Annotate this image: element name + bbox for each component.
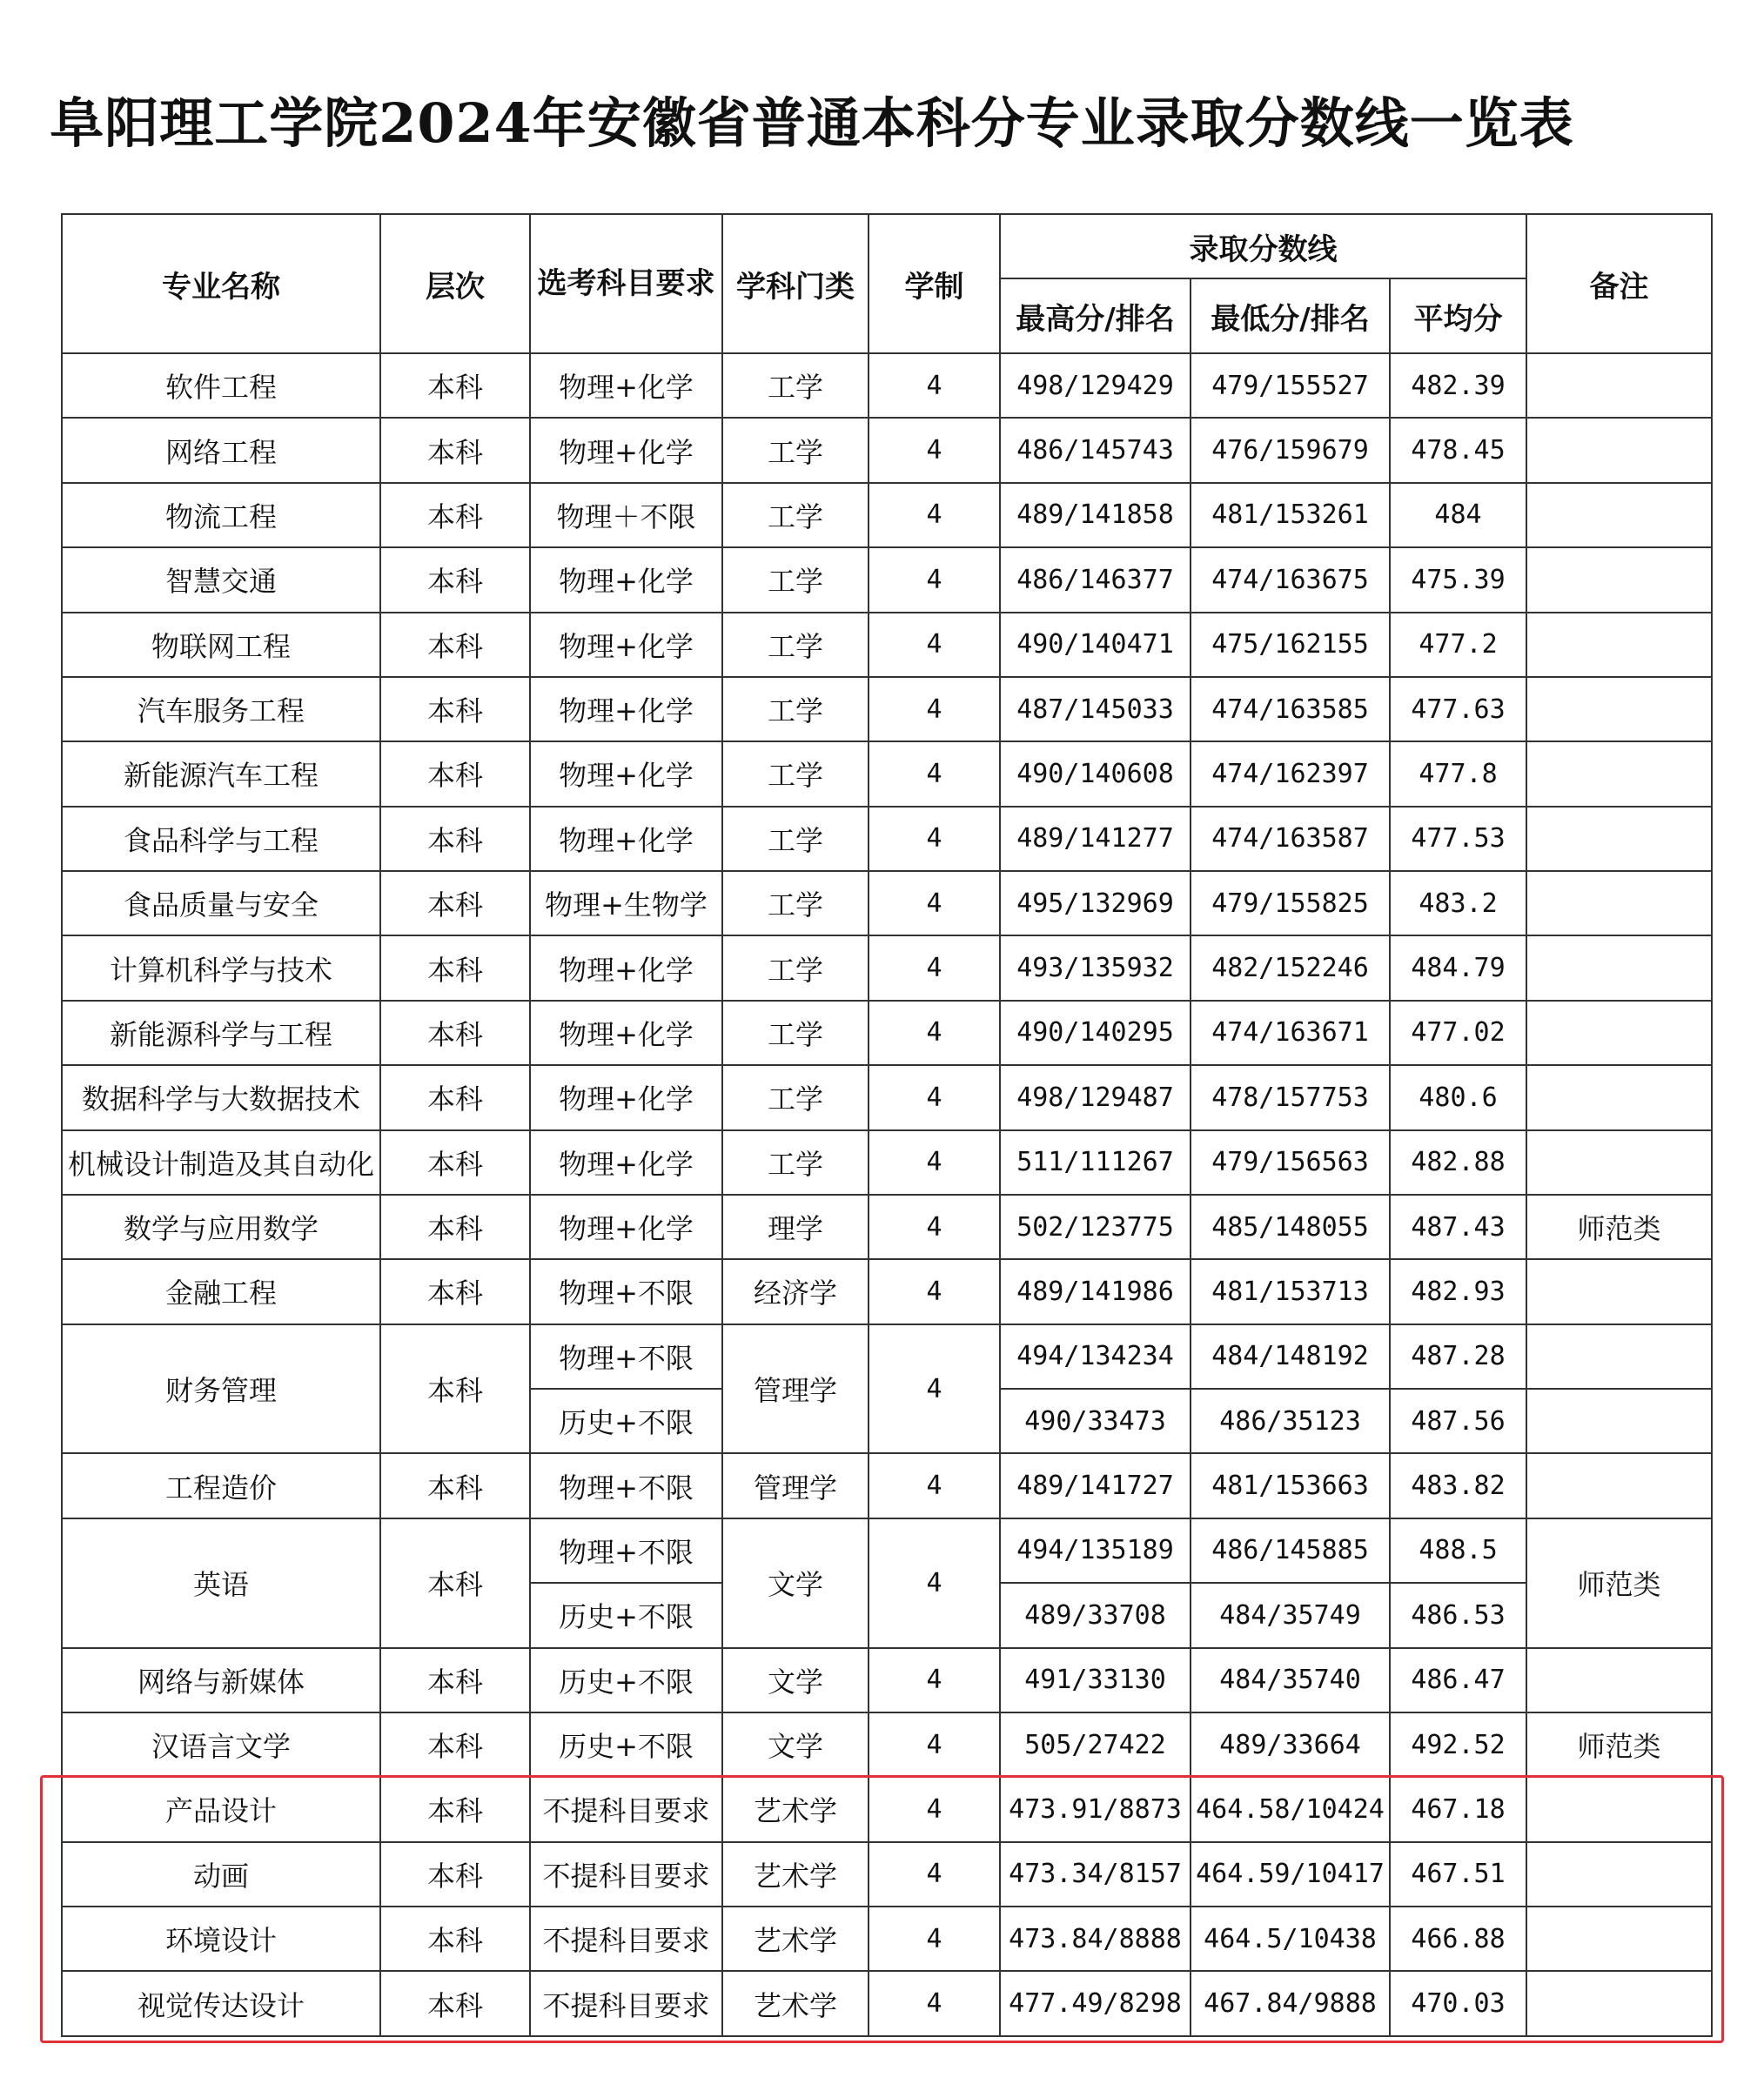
cell-major: 数据科学与大数据技术 <box>62 1065 380 1129</box>
cell-avg: 478.45 <box>1390 418 1526 482</box>
cell-min: 479/155825 <box>1191 871 1390 935</box>
cell-avg: 488.5 <box>1390 1518 1526 1583</box>
cell-min: 476/159679 <box>1191 418 1390 482</box>
table-row <box>62 483 1712 547</box>
cell-max: 498/129429 <box>1000 353 1191 418</box>
cell-subjects: 历史+不限 <box>530 1648 722 1712</box>
cell-max: 489/141986 <box>1000 1259 1191 1324</box>
cell-min: 474/163675 <box>1191 547 1390 612</box>
cell-min: 486/35123 <box>1191 1389 1390 1453</box>
cell-max: 490/140471 <box>1000 613 1191 677</box>
cell-note <box>1526 1453 1712 1518</box>
cell-level: 本科 <box>380 547 530 612</box>
cell-min: 474/163585 <box>1191 677 1390 741</box>
cell-avg: 477.2 <box>1390 613 1526 677</box>
table-row <box>62 1518 1712 1583</box>
cell-duration: 4 <box>869 1065 1000 1129</box>
cell-category: 工学 <box>722 1065 869 1129</box>
table-row <box>62 1130 1712 1195</box>
cell-duration: 4 <box>869 1907 1000 1971</box>
cell-avg: 477.8 <box>1390 741 1526 806</box>
cell-max: 489/33708 <box>1000 1583 1191 1647</box>
cell-max: 495/132969 <box>1000 871 1191 935</box>
cell-major: 物流工程 <box>62 483 380 547</box>
cell-min: 467.84/9888 <box>1191 1971 1390 2036</box>
cell-avg: 480.6 <box>1390 1065 1526 1129</box>
cell-category: 工学 <box>722 1130 869 1195</box>
cell-max: 490/140608 <box>1000 741 1191 806</box>
cell-major: 英语 <box>62 1518 380 1648</box>
cell-category: 工学 <box>722 483 869 547</box>
cell-category: 工学 <box>722 807 869 871</box>
cell-note <box>1526 871 1712 935</box>
cell-subjects: 不提科目要求 <box>530 1907 722 1971</box>
cell-note <box>1526 1777 1712 1841</box>
cell-subjects: 不提科目要求 <box>530 1842 722 1907</box>
cell-subjects: 物理+化学 <box>530 935 722 1000</box>
cell-subjects: 物理+化学 <box>530 677 722 741</box>
cell-duration: 4 <box>869 677 1000 741</box>
cell-level: 本科 <box>380 1259 530 1324</box>
cell-category: 文学 <box>722 1518 869 1648</box>
page-title: 阜阳理工学院2024年安徽省普通本科分专业录取分数线一览表 <box>50 91 1574 155</box>
cell-avg: 467.18 <box>1390 1777 1526 1841</box>
cell-subjects: 物理+化学 <box>530 1195 722 1259</box>
cell-subjects: 不提科目要求 <box>530 1777 722 1841</box>
header-category: 学科门类 <box>722 214 869 353</box>
cell-min: 474/163587 <box>1191 807 1390 871</box>
cell-avg: 482.39 <box>1390 353 1526 418</box>
cell-min: 464.5/10438 <box>1191 1907 1390 1971</box>
cell-avg: 477.53 <box>1390 807 1526 871</box>
cell-duration: 4 <box>869 1648 1000 1712</box>
header-row-1 <box>62 214 1712 278</box>
cell-duration: 4 <box>869 613 1000 677</box>
cell-level: 本科 <box>380 807 530 871</box>
cell-category: 艺术学 <box>722 1971 869 2036</box>
cell-duration: 4 <box>869 871 1000 935</box>
cell-subjects: 物理+化学 <box>530 418 722 482</box>
cell-subjects: 物理+化学 <box>530 1130 722 1195</box>
cell-max: 491/33130 <box>1000 1648 1191 1712</box>
cell-major: 汉语言文学 <box>62 1712 380 1777</box>
cell-major: 产品设计 <box>62 1777 380 1841</box>
cell-duration: 4 <box>869 1453 1000 1518</box>
cell-note <box>1526 1389 1712 1453</box>
cell-subjects: 物理+化学 <box>530 741 722 806</box>
cell-level: 本科 <box>380 353 530 418</box>
cell-major: 机械设计制造及其自动化 <box>62 1130 380 1195</box>
table-row <box>62 677 1712 741</box>
table-row <box>62 547 1712 612</box>
cell-note <box>1526 418 1712 482</box>
table-row <box>62 1907 1712 1971</box>
admission-score-table <box>61 213 1713 2037</box>
cell-min: 481/153261 <box>1191 483 1390 547</box>
cell-avg: 483.2 <box>1390 871 1526 935</box>
cell-max: 494/135189 <box>1000 1518 1191 1583</box>
cell-max: 473.91/8873 <box>1000 1777 1191 1841</box>
cell-avg: 487.43 <box>1390 1195 1526 1259</box>
cell-min: 486/145885 <box>1191 1518 1390 1583</box>
cell-category: 工学 <box>722 353 869 418</box>
cell-note <box>1526 1842 1712 1907</box>
cell-note <box>1526 1259 1712 1324</box>
cell-duration: 4 <box>869 1001 1000 1065</box>
cell-level: 本科 <box>380 935 530 1000</box>
cell-avg: 492.52 <box>1390 1712 1526 1777</box>
cell-max: 477.49/8298 <box>1000 1971 1191 2036</box>
cell-note <box>1526 1907 1712 1971</box>
cell-avg: 484 <box>1390 483 1526 547</box>
header-note: 备注 <box>1526 214 1712 353</box>
cell-level: 本科 <box>380 1518 530 1648</box>
cell-duration: 4 <box>869 1842 1000 1907</box>
cell-level: 本科 <box>380 418 530 482</box>
cell-note <box>1526 613 1712 677</box>
cell-duration: 4 <box>869 1195 1000 1259</box>
cell-duration: 4 <box>869 1130 1000 1195</box>
cell-subjects: 物理＋不限 <box>530 483 722 547</box>
cell-avg: 484.79 <box>1390 935 1526 1000</box>
cell-note <box>1526 483 1712 547</box>
cell-min: 464.59/10417 <box>1191 1842 1390 1907</box>
cell-note <box>1526 807 1712 871</box>
cell-major: 工程造价 <box>62 1453 380 1518</box>
cell-min: 474/163671 <box>1191 1001 1390 1065</box>
table-body <box>62 353 1712 2036</box>
cell-duration: 4 <box>869 1712 1000 1777</box>
cell-max: 493/135932 <box>1000 935 1191 1000</box>
cell-major: 网络与新媒体 <box>62 1648 380 1712</box>
cell-note <box>1526 1130 1712 1195</box>
cell-level: 本科 <box>380 741 530 806</box>
cell-level: 本科 <box>380 1648 530 1712</box>
table-row <box>62 353 1712 418</box>
cell-avg: 483.82 <box>1390 1453 1526 1518</box>
cell-subjects: 物理+不限 <box>530 1259 722 1324</box>
cell-duration: 4 <box>869 418 1000 482</box>
cell-note <box>1526 1648 1712 1712</box>
cell-level: 本科 <box>380 1130 530 1195</box>
cell-max: 490/33473 <box>1000 1389 1191 1453</box>
cell-category: 文学 <box>722 1712 869 1777</box>
cell-category: 工学 <box>722 741 869 806</box>
cell-duration: 4 <box>869 1324 1000 1454</box>
table-row <box>62 935 1712 1000</box>
cell-major: 新能源汽车工程 <box>62 741 380 806</box>
cell-max: 489/141858 <box>1000 483 1191 547</box>
cell-category: 管理学 <box>722 1324 869 1454</box>
cell-subjects: 历史+不限 <box>530 1389 722 1453</box>
cell-subjects: 不提科目要求 <box>530 1971 722 2036</box>
cell-major: 金融工程 <box>62 1259 380 1324</box>
cell-category: 工学 <box>722 418 869 482</box>
cell-note <box>1526 1324 1712 1389</box>
cell-max: 473.84/8888 <box>1000 1907 1191 1971</box>
cell-avg: 482.93 <box>1390 1259 1526 1324</box>
cell-max: 511/111267 <box>1000 1130 1191 1195</box>
header-avg: 平均分 <box>1390 278 1526 353</box>
cell-level: 本科 <box>380 1842 530 1907</box>
cell-duration: 4 <box>869 741 1000 806</box>
cell-duration: 4 <box>869 1971 1000 2036</box>
cell-major: 食品质量与安全 <box>62 871 380 935</box>
cell-max: 490/140295 <box>1000 1001 1191 1065</box>
cell-min: 481/153663 <box>1191 1453 1390 1518</box>
cell-note <box>1526 1971 1712 2036</box>
cell-avg: 486.53 <box>1390 1583 1526 1647</box>
cell-note: 师范类 <box>1526 1518 1712 1648</box>
cell-min: 479/156563 <box>1191 1130 1390 1195</box>
cell-level: 本科 <box>380 1453 530 1518</box>
cell-category: 艺术学 <box>722 1777 869 1841</box>
cell-major: 食品科学与工程 <box>62 807 380 871</box>
cell-subjects: 物理+化学 <box>530 353 722 418</box>
header-min: 最低分/排名 <box>1191 278 1390 353</box>
cell-subjects: 物理+不限 <box>530 1453 722 1518</box>
table-row <box>62 1777 1712 1841</box>
table-row <box>62 807 1712 871</box>
table-row <box>62 613 1712 677</box>
cell-note: 师范类 <box>1526 1195 1712 1259</box>
cell-max: 505/27422 <box>1000 1712 1191 1777</box>
cell-subjects: 物理+生物学 <box>530 871 722 935</box>
cell-avg: 487.56 <box>1390 1389 1526 1453</box>
cell-level: 本科 <box>380 483 530 547</box>
cell-min: 484/148192 <box>1191 1324 1390 1389</box>
cell-avg: 477.63 <box>1390 677 1526 741</box>
cell-min: 481/153713 <box>1191 1259 1390 1324</box>
table-row <box>62 1453 1712 1518</box>
cell-duration: 4 <box>869 353 1000 418</box>
cell-avg: 477.02 <box>1390 1001 1526 1065</box>
header-max: 最高分/排名 <box>1000 278 1191 353</box>
cell-avg: 470.03 <box>1390 1971 1526 2036</box>
table-row <box>62 1195 1712 1259</box>
cell-avg: 486.47 <box>1390 1648 1526 1712</box>
cell-category: 工学 <box>722 935 869 1000</box>
table-row <box>62 1324 1712 1389</box>
cell-min: 475/162155 <box>1191 613 1390 677</box>
cell-avg: 475.39 <box>1390 547 1526 612</box>
cell-note <box>1526 1065 1712 1129</box>
cell-min: 464.58/10424 <box>1191 1777 1390 1841</box>
cell-avg: 466.88 <box>1390 1907 1526 1971</box>
cell-max: 489/141727 <box>1000 1453 1191 1518</box>
cell-major: 财务管理 <box>62 1324 380 1454</box>
cell-level: 本科 <box>380 1001 530 1065</box>
cell-subjects: 物理+不限 <box>530 1518 722 1583</box>
header-level: 层次 <box>380 214 530 353</box>
table-row <box>62 1065 1712 1129</box>
header-duration: 学制 <box>869 214 1000 353</box>
cell-duration: 4 <box>869 935 1000 1000</box>
cell-major: 智慧交通 <box>62 547 380 612</box>
cell-major: 新能源科学与工程 <box>62 1001 380 1065</box>
cell-duration: 4 <box>869 483 1000 547</box>
cell-note <box>1526 935 1712 1000</box>
cell-subjects: 物理+化学 <box>530 1001 722 1065</box>
cell-min: 485/148055 <box>1191 1195 1390 1259</box>
cell-category: 艺术学 <box>722 1907 869 1971</box>
cell-level: 本科 <box>380 871 530 935</box>
cell-max: 494/134234 <box>1000 1324 1191 1389</box>
header-major: 专业名称 <box>62 214 380 353</box>
cell-duration: 4 <box>869 547 1000 612</box>
cell-category: 工学 <box>722 677 869 741</box>
table-row <box>62 741 1712 806</box>
cell-major: 计算机科学与技术 <box>62 935 380 1000</box>
header-subjects: 选考科目要求 <box>530 214 722 353</box>
cell-major: 视觉传达设计 <box>62 1971 380 2036</box>
cell-level: 本科 <box>380 1907 530 1971</box>
cell-category: 工学 <box>722 547 869 612</box>
cell-category: 工学 <box>722 613 869 677</box>
cell-min: 484/35740 <box>1191 1648 1390 1712</box>
cell-max: 473.34/8157 <box>1000 1842 1191 1907</box>
cell-max: 487/145033 <box>1000 677 1191 741</box>
table-row <box>62 1971 1712 2036</box>
cell-level: 本科 <box>380 1971 530 2036</box>
cell-max: 486/145743 <box>1000 418 1191 482</box>
cell-note <box>1526 353 1712 418</box>
cell-level: 本科 <box>380 677 530 741</box>
cell-note <box>1526 741 1712 806</box>
table-row <box>62 871 1712 935</box>
table-row <box>62 1259 1712 1324</box>
table-row <box>62 1001 1712 1065</box>
cell-max: 498/129487 <box>1000 1065 1191 1129</box>
cell-min: 478/157753 <box>1191 1065 1390 1129</box>
cell-major: 环境设计 <box>62 1907 380 1971</box>
cell-major: 网络工程 <box>62 418 380 482</box>
cell-level: 本科 <box>380 1777 530 1841</box>
cell-max: 502/123775 <box>1000 1195 1191 1259</box>
cell-duration: 4 <box>869 807 1000 871</box>
cell-category: 文学 <box>722 1648 869 1712</box>
cell-max: 486/146377 <box>1000 547 1191 612</box>
cell-category: 工学 <box>722 1001 869 1065</box>
cell-subjects: 物理+化学 <box>530 807 722 871</box>
cell-category: 经济学 <box>722 1259 869 1324</box>
cell-subjects: 物理+不限 <box>530 1324 722 1389</box>
table-row <box>62 418 1712 482</box>
cell-category: 工学 <box>722 871 869 935</box>
cell-major: 软件工程 <box>62 353 380 418</box>
cell-note <box>1526 1001 1712 1065</box>
table-row <box>62 1648 1712 1712</box>
cell-category: 管理学 <box>722 1453 869 1518</box>
table-row <box>62 1842 1712 1907</box>
cell-min: 474/162397 <box>1191 741 1390 806</box>
cell-category: 理学 <box>722 1195 869 1259</box>
cell-subjects: 物理+化学 <box>530 613 722 677</box>
cell-level: 本科 <box>380 1065 530 1129</box>
cell-min: 489/33664 <box>1191 1712 1390 1777</box>
table-row <box>62 1712 1712 1777</box>
cell-min: 479/155527 <box>1191 353 1390 418</box>
cell-level: 本科 <box>380 1324 530 1454</box>
cell-min: 482/152246 <box>1191 935 1390 1000</box>
cell-level: 本科 <box>380 1195 530 1259</box>
cell-level: 本科 <box>380 613 530 677</box>
cell-duration: 4 <box>869 1259 1000 1324</box>
cell-subjects: 物理+化学 <box>530 547 722 612</box>
cell-category: 艺术学 <box>722 1842 869 1907</box>
header-score-line: 录取分数线 <box>1000 214 1526 278</box>
cell-duration: 4 <box>869 1777 1000 1841</box>
cell-duration: 4 <box>869 1518 1000 1648</box>
cell-major: 数学与应用数学 <box>62 1195 380 1259</box>
cell-avg: 487.28 <box>1390 1324 1526 1389</box>
cell-note <box>1526 547 1712 612</box>
cell-subjects: 历史+不限 <box>530 1583 722 1647</box>
cell-major: 汽车服务工程 <box>62 677 380 741</box>
cell-min: 484/35749 <box>1191 1583 1390 1647</box>
cell-major: 动画 <box>62 1842 380 1907</box>
cell-subjects: 历史+不限 <box>530 1712 722 1777</box>
cell-avg: 467.51 <box>1390 1842 1526 1907</box>
cell-subjects: 物理+化学 <box>530 1065 722 1129</box>
cell-level: 本科 <box>380 1712 530 1777</box>
cell-avg: 482.88 <box>1390 1130 1526 1195</box>
cell-note <box>1526 677 1712 741</box>
cell-major: 物联网工程 <box>62 613 380 677</box>
cell-max: 489/141277 <box>1000 807 1191 871</box>
cell-note: 师范类 <box>1526 1712 1712 1777</box>
